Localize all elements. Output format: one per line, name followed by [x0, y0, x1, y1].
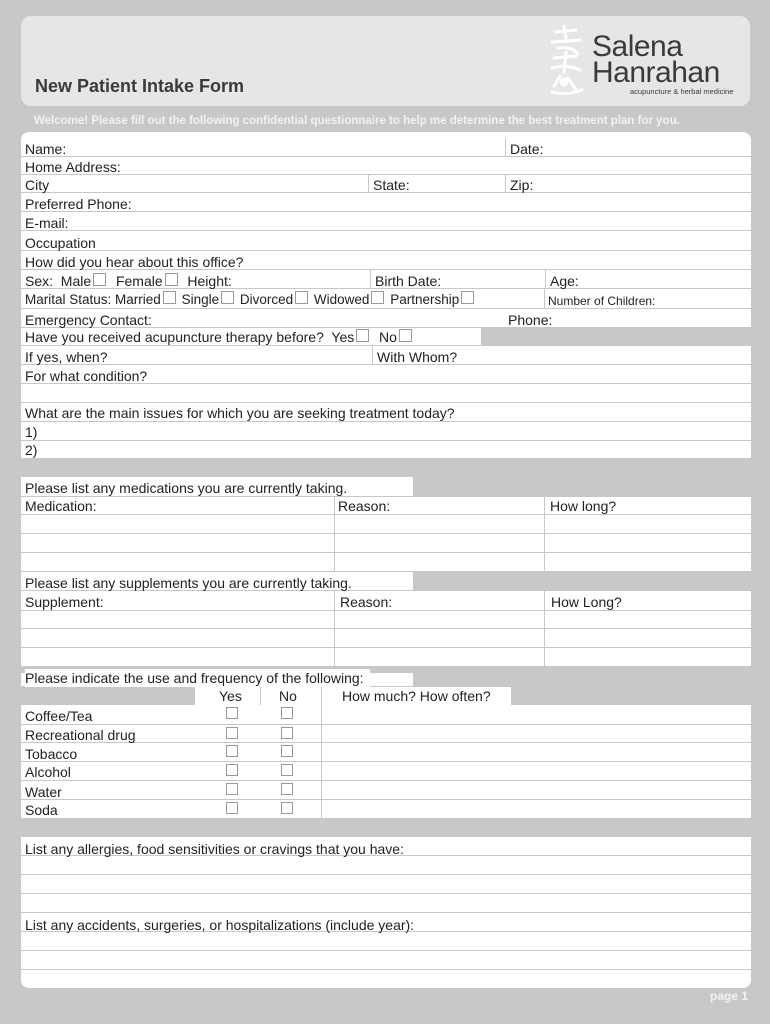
logo-name-first: Salena — [592, 30, 683, 63]
usage-how-header: How much? How often? — [342, 688, 491, 704]
tobacco-yes-checkbox[interactable] — [226, 745, 238, 757]
emergency-row — [21, 309, 751, 328]
state-field[interactable]: State: — [373, 177, 410, 193]
age-field[interactable]: Age: — [550, 273, 579, 289]
drug-yes-checkbox[interactable] — [226, 727, 238, 739]
name-field[interactable]: Name: — [25, 141, 67, 157]
medication-column-header: Medication: — [25, 498, 97, 514]
usage-item-row — [21, 762, 751, 781]
accidents-prompt-row — [21, 913, 751, 932]
city-field[interactable]: City — [25, 177, 50, 193]
occupation-field[interactable]: Occupation — [25, 235, 96, 251]
date-field[interactable]: Date: — [510, 141, 544, 157]
logo — [546, 22, 746, 102]
issue-2-row[interactable] — [21, 441, 751, 459]
allergies-line[interactable] — [21, 875, 751, 894]
allergies-prompt: List any allergies, food sensitivities or cravings that you have: — [25, 841, 404, 857]
birth-date-field[interactable]: Birth Date: — [375, 273, 442, 289]
form-title: New Patient Intake Form — [35, 76, 245, 96]
divorced-label: Divorced — [239, 292, 294, 307]
condition-row — [21, 365, 751, 384]
issues-question-row — [21, 403, 751, 422]
acupuncture-row — [21, 328, 751, 346]
if-yes-when-field[interactable]: If yes, when? — [25, 349, 108, 365]
preferred-phone-field[interactable]: Preferred Phone: — [25, 196, 132, 212]
single-checkbox[interactable] — [221, 291, 234, 304]
usage-item-label: Recreational drug — [25, 727, 136, 743]
accidents-line[interactable] — [21, 970, 751, 988]
soda-no-checkbox[interactable] — [281, 802, 293, 814]
allergies-prompt-row — [21, 837, 751, 856]
reason-column-header: Reason: — [338, 498, 391, 514]
referral-row — [21, 251, 751, 270]
medications-prompt-row — [21, 477, 751, 497]
usage-item-row — [21, 743, 751, 762]
home-address-field[interactable]: Home Address: — [25, 159, 121, 175]
usage-item-label: Coffee/Tea — [25, 708, 93, 724]
usage-prompt-row — [21, 667, 751, 687]
logo-tagline: acupuncture & herbal medicine — [630, 87, 734, 96]
usage-item-label: Alcohol — [25, 764, 71, 780]
occupation-row — [21, 231, 751, 251]
issue-1-label: 1) — [25, 424, 38, 440]
partnership-checkbox[interactable] — [461, 291, 474, 304]
usage-item-row — [21, 781, 751, 800]
supplements-header-row — [21, 591, 751, 611]
usage-item-label: Tobacco — [25, 746, 78, 762]
coffee-no-checkbox[interactable] — [281, 707, 293, 719]
supplement-how-long-column-header: How Long? — [551, 594, 622, 610]
usage-item-row — [21, 800, 751, 819]
acupuncture-no-checkbox[interactable] — [399, 329, 412, 342]
usage-header-row — [21, 687, 751, 705]
accidents-line[interactable] — [21, 932, 751, 951]
supplements-prompt-row — [21, 572, 751, 591]
when-row — [21, 346, 751, 365]
medication-row[interactable] — [21, 534, 751, 553]
section-gap — [21, 459, 751, 477]
blank-row[interactable] — [21, 384, 751, 403]
acupuncture-yes-label: Yes — [331, 329, 355, 345]
coffee-yes-checkbox[interactable] — [226, 707, 238, 719]
marital-status-label: Marital Status: Married — [25, 292, 161, 307]
children-field[interactable]: Number of Children: — [548, 294, 656, 308]
issue-2-label: 2) — [25, 442, 38, 458]
supplement-row[interactable] — [21, 629, 751, 648]
emergency-phone-field[interactable]: Phone: — [508, 312, 553, 328]
usage-yes-header: Yes — [219, 688, 242, 704]
supplement-row[interactable] — [21, 648, 751, 667]
divorced-checkbox[interactable] — [295, 291, 308, 304]
emergency-contact-field[interactable]: Emergency Contact: — [25, 312, 152, 328]
usage-no-header: No — [279, 688, 297, 704]
alcohol-yes-checkbox[interactable] — [226, 764, 238, 776]
male-label: Male — [60, 273, 92, 289]
soda-yes-checkbox[interactable] — [226, 802, 238, 814]
supplement-reason-column-header: Reason: — [340, 594, 393, 610]
drug-no-checkbox[interactable] — [281, 727, 293, 739]
issues-question: What are the main issues for which you are seeking treatment today? — [25, 405, 455, 421]
height-field[interactable]: Height: — [187, 273, 232, 289]
acupuncture-question: Have you received acupuncture therapy before? — [25, 329, 324, 345]
intake-form — [21, 132, 751, 988]
tobacco-no-checkbox[interactable] — [281, 745, 293, 757]
supplement-row[interactable] — [21, 611, 751, 629]
header — [21, 16, 750, 106]
calligraphy-logo-icon — [546, 24, 588, 100]
how-long-column-header: How long? — [550, 498, 617, 514]
widowed-label: Widowed — [313, 292, 370, 307]
acupuncture-yes-checkbox[interactable] — [356, 329, 369, 342]
name-row — [21, 138, 751, 157]
partnership-label: Partnership — [390, 292, 460, 307]
zip-field[interactable]: Zip: — [510, 177, 534, 193]
email-field[interactable]: E-mail: — [25, 215, 69, 231]
phone-row — [21, 193, 751, 212]
female-label: Female — [115, 273, 163, 289]
section-gap — [21, 819, 751, 837]
female-checkbox[interactable] — [165, 273, 178, 286]
medications-prompt: Please list any medications you are currently taking. — [25, 480, 348, 496]
single-label: Single — [181, 292, 220, 307]
medication-row[interactable] — [21, 553, 751, 572]
supplements-prompt: Please list any supplements you are currently taking. — [25, 575, 352, 591]
accidents-prompt: List any accidents, surgeries, or hospitalizations (include year): — [25, 917, 415, 933]
water-yes-checkbox[interactable] — [226, 783, 238, 795]
married-checkbox[interactable] — [163, 291, 176, 304]
acupuncture-no-label: No — [379, 329, 397, 345]
email-row — [21, 212, 751, 231]
medication-row[interactable] — [21, 515, 751, 534]
widowed-checkbox[interactable] — [371, 291, 384, 304]
water-no-checkbox[interactable] — [281, 783, 293, 795]
with-whom-field[interactable]: With Whom? — [377, 349, 458, 365]
usage-item-row — [21, 705, 751, 725]
condition-field[interactable]: For what condition? — [25, 368, 148, 384]
supplement-column-header: Supplement: — [25, 594, 104, 610]
sex-row — [21, 270, 751, 289]
welcome-text: Welcome! Please fill out the following confidential questionnaire to help me determine the best treatment plan for you. — [34, 115, 680, 127]
accidents-line[interactable] — [21, 951, 751, 970]
allergies-line[interactable] — [21, 856, 751, 875]
allergies-line[interactable] — [21, 894, 751, 913]
alcohol-no-checkbox[interactable] — [281, 764, 293, 776]
usage-item-label: Water — [25, 784, 62, 800]
usage-prompt: Please indicate the use and frequency of the following: — [25, 669, 370, 687]
male-checkbox[interactable] — [93, 273, 106, 286]
referral-field[interactable]: How did you hear about this office? — [25, 254, 244, 270]
logo-name-last: Hanrahan — [592, 56, 720, 89]
marital-row — [21, 289, 751, 309]
usage-item-label: Soda — [25, 802, 58, 818]
page-number: page 1 — [709, 989, 748, 1003]
sex-label: Sex: — [25, 273, 54, 289]
issue-1-row[interactable] — [21, 422, 751, 441]
usage-item-row — [21, 725, 751, 743]
city-row — [21, 175, 751, 193]
medications-header-row — [21, 497, 751, 515]
address-row — [21, 157, 751, 175]
